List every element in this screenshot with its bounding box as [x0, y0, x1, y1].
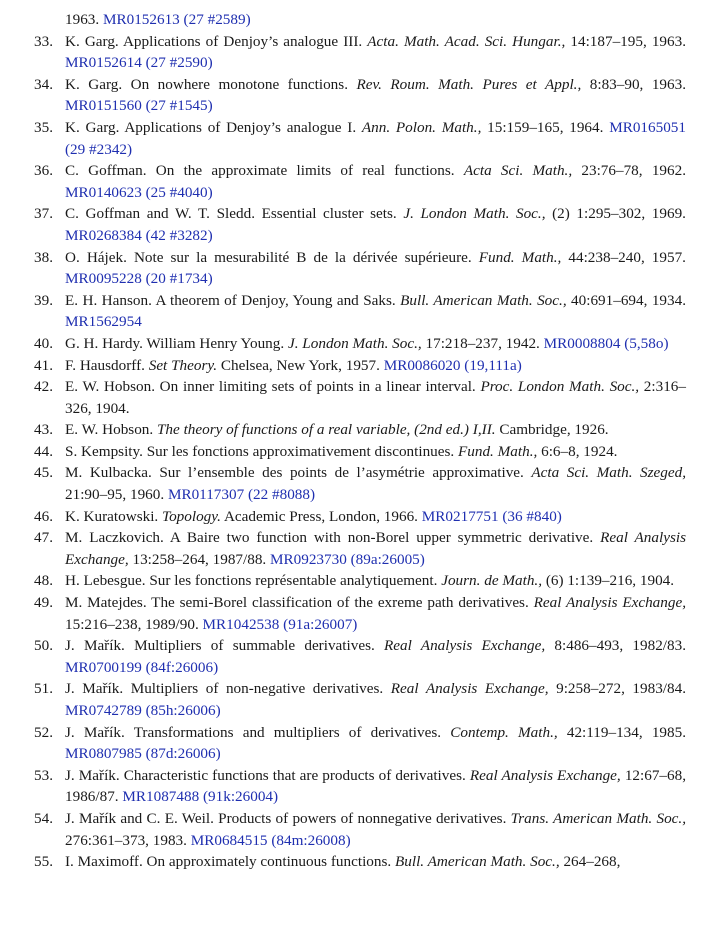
- reference-text: J. Mařík. Multipliers of summable derivatives.: [65, 637, 385, 655]
- reference-number: 35.: [34, 118, 53, 136]
- reference-number: 46.: [34, 507, 53, 525]
- mr-review-link[interactable]: MR0151560 (27 #1545): [65, 97, 213, 115]
- reference-text: C. Goffman. On the approximate limits of real functions.: [65, 162, 464, 180]
- reference-text: 2:316–326, 1904.: [65, 378, 686, 417]
- reference-item: [34, 527, 686, 570]
- journal-title: Real Analysis Exchange,: [533, 594, 686, 612]
- reference-text: J. Mařík. Characteristic functions that are products of derivatives.: [65, 766, 470, 784]
- journal-title: Acta Sci. Math.,: [463, 162, 573, 180]
- mr-review-link[interactable]: MR1087488 (91k:26004): [122, 788, 279, 806]
- reference-item: [34, 160, 686, 203]
- reference-text: H. Lebesgue. Sur les fonctions représentable analytiquement.: [65, 572, 442, 590]
- journal-title: Topology.: [162, 507, 221, 525]
- reference-text: J. Mařík and C. E. Weil. Products of powers of nonnegative derivatives.: [65, 809, 511, 827]
- journal-title: Real Analysis Exchange,: [469, 766, 621, 784]
- reference-number: 55.: [34, 853, 53, 871]
- reference-text: M. Matejdes. The semi-Borel classification of the exreme path derivatives.: [65, 594, 534, 612]
- mr-review-link[interactable]: MR0268384 (42 #3282): [65, 226, 213, 244]
- journal-title: J. London Math. Soc.,: [287, 334, 422, 352]
- reference-item: [34, 851, 686, 873]
- reference-text: 6:6–8, 1924.: [537, 442, 618, 460]
- reference-text: 15:159–165, 1964.: [481, 118, 610, 136]
- reference-item: [34, 117, 686, 160]
- reference-list: [34, 9, 686, 873]
- reference-text: 17:218–237, 1942.: [421, 334, 544, 352]
- reference-text: 8:486–493, 1982/83.: [545, 637, 686, 655]
- journal-title: J. London Math. Soc.,: [403, 205, 546, 223]
- mr-review-link[interactable]: MR0095228 (20 #1734): [65, 270, 213, 288]
- reference-number: 42.: [34, 378, 53, 396]
- reference-text: 42:119–134, 1985.: [557, 723, 686, 741]
- mr-review-link[interactable]: MR0217751 (36 #840): [421, 507, 562, 525]
- mr-review-link[interactable]: MR0152614 (27 #2590): [65, 54, 213, 72]
- reference-text: E. W. Hobson.: [65, 421, 157, 439]
- reference-text: 9:258–272, 1983/84.: [548, 680, 686, 698]
- reference-text: 21:90–95, 1960.: [65, 486, 168, 504]
- reference-text: M. Laczkovich. A Baire two function with non-Borel upper symmetric derivative.: [65, 529, 601, 547]
- journal-title: Fund. Math.,: [478, 248, 562, 266]
- reference-text: E. H. Hanson. A theorem of Denjoy, Young and Saks.: [65, 291, 401, 309]
- reference-item: [34, 592, 686, 635]
- reference-number: 50.: [34, 637, 53, 655]
- reference-text: M. Kulbacka. Sur l’ensemble des points de l’asymétrie approximative.: [65, 464, 532, 482]
- reference-item: [34, 247, 686, 290]
- journal-title: Proc. London Math. Soc.,: [480, 378, 640, 396]
- mr-review-link[interactable]: MR0008804 (5,58o): [543, 334, 669, 352]
- reference-number: 45.: [34, 464, 53, 482]
- reference-item: [34, 722, 686, 765]
- journal-title: Real Analysis Exchange,: [384, 637, 546, 655]
- reference-text: 8:83–90, 1963.: [581, 75, 686, 93]
- mr-review-link[interactable]: MR0117307 (22 #8088): [167, 486, 316, 504]
- mr-review-link[interactable]: MR0742789 (85h:26006): [65, 702, 221, 719]
- reference-item: [34, 290, 686, 333]
- reference-text: J. Mařík. Multipliers of non-negative derivatives.: [65, 680, 391, 698]
- journal-title: Real Analysis Exchange,: [390, 680, 549, 698]
- reference-number: 49.: [34, 594, 53, 612]
- mr-review-link[interactable]: MR1042538 (91a:26007): [202, 615, 358, 633]
- reference-text: O. Hájek. Note sur la mesurabilité B de la dérivée supérieure.: [65, 248, 479, 266]
- reference-item: [34, 765, 686, 808]
- reference-text: J. Mařík. Transformations and multipliers of derivatives.: [65, 723, 451, 741]
- reference-item: [34, 635, 686, 678]
- reference-item: [34, 203, 686, 246]
- reference-item: [34, 570, 686, 592]
- reference-item: [34, 808, 686, 851]
- journal-title: Acta Sci. Math. Szeged,: [531, 464, 687, 482]
- reference-number: 39.: [34, 291, 53, 309]
- reference-number: 44.: [34, 442, 53, 460]
- reference-item: [34, 678, 686, 721]
- reference-item: [34, 419, 686, 441]
- reference-text: 15:216–238, 1989/90.: [65, 615, 203, 633]
- reference-item: [34, 31, 686, 74]
- reference-item: [34, 355, 686, 377]
- journal-title: Rev. Roum. Math. Pures et Appl.,: [356, 75, 582, 93]
- journal-title: The theory of functions of a real variable, (2nd ed.) I,II.: [156, 421, 496, 439]
- reference-text: Academic Press, London, 1966.: [220, 507, 422, 525]
- mr-review-link[interactable]: MR0684515 (84m:26008): [190, 831, 351, 849]
- reference-number: 34.: [34, 75, 53, 93]
- reference-text: 23:76–78, 1962.: [572, 162, 686, 180]
- reference-number: 54.: [34, 809, 53, 827]
- journal-title: Bull. American Math. Soc.,: [400, 291, 567, 309]
- reference-item: [34, 9, 686, 31]
- reference-number: 52.: [34, 723, 53, 741]
- journal-title: Set Theory.: [148, 356, 218, 374]
- reference-text: 44:238–240, 1957.: [561, 248, 686, 266]
- reference-item: [34, 376, 686, 419]
- reference-text: K. Garg. Applications of Denjoy’s analogue III.: [65, 32, 368, 50]
- reference-number: 40.: [34, 334, 53, 352]
- reference-text: I. Maximoff. On approximately continuous functions.: [65, 853, 395, 871]
- reference-item: [34, 462, 686, 505]
- mr-review-link[interactable]: MR0165051 (29 #2342): [65, 118, 686, 158]
- reference-item: [34, 333, 686, 355]
- reference-text: 276:361–373, 1983.: [65, 831, 191, 849]
- reference-text: (2) 1:295–302, 1969.: [545, 205, 686, 223]
- reference-number: 33.: [34, 32, 53, 50]
- reference-text: K. Garg. Applications of Denjoy’s analogue I.: [65, 118, 362, 136]
- reference-number: 48.: [34, 572, 53, 590]
- reference-item: [34, 74, 686, 117]
- reference-text: 264–268,: [559, 853, 621, 871]
- reference-number: 36.: [34, 162, 53, 180]
- journal-title: Trans. American Math. Soc.,: [510, 809, 686, 827]
- reference-number: 37.: [34, 205, 53, 223]
- reference-text: (6) 1:139–216, 1904.: [542, 572, 675, 590]
- journal-title: Bull. American Math. Soc.,: [395, 853, 560, 871]
- reference-text: F. Hausdorff.: [65, 356, 149, 374]
- reference-item: [34, 441, 686, 463]
- reference-number: 41.: [34, 356, 53, 374]
- reference-number: 51.: [34, 680, 53, 698]
- reference-text: 40:691–694, 1934.: [566, 291, 686, 309]
- reference-text: Chelsea, New York, 1957.: [217, 356, 384, 374]
- mr-review-link[interactable]: MR0086020 (19,111a): [383, 356, 522, 374]
- reference-text: Cambridge, 1926.: [495, 421, 609, 439]
- reference-text: K. Kuratowski.: [65, 507, 163, 525]
- journal-title: Acta. Math. Acad. Sci. Hungar.,: [367, 32, 566, 50]
- reference-text: S. Kempsity. Sur les fonctions approximativement discontinues.: [65, 442, 458, 460]
- reference-text: K. Garg. On nowhere monotone functions.: [65, 75, 357, 93]
- journal-title: Real Analysis Exchange,: [65, 529, 686, 568]
- mr-review-link[interactable]: MR0700199 (84f:26006): [65, 658, 219, 676]
- mr-review-link[interactable]: MR0807985 (87d:26006): [65, 745, 221, 763]
- reference-number: 47.: [34, 529, 53, 547]
- mr-review-link[interactable]: MR0152613 (27 #2589): [102, 11, 251, 28]
- journal-title: Fund. Math.,: [458, 442, 538, 460]
- mr-review-link[interactable]: MR0923730 (89a:26005): [270, 550, 425, 568]
- reference-text: 12:67–68, 1986/87.: [65, 766, 686, 806]
- mr-review-link[interactable]: MR0140623 (25 #4040): [65, 183, 213, 201]
- reference-number: 53.: [34, 766, 53, 784]
- reference-text: 1963.: [65, 11, 103, 28]
- reference-number: 38.: [34, 248, 53, 266]
- reference-text: 13:258–264, 1987/88.: [128, 550, 271, 568]
- reference-text: E. W. Hobson. On inner limiting sets of points in a linear interval.: [65, 378, 481, 396]
- reference-text: C. Goffman and W. T. Sledd. Essential cluster sets.: [65, 205, 404, 223]
- journal-title: Contemp. Math.,: [450, 723, 558, 741]
- reference-text: G. H. Hardy. William Henry Young.: [65, 334, 288, 352]
- reference-number: 43.: [34, 421, 53, 439]
- journal-title: Ann. Polon. Math.,: [361, 118, 482, 136]
- reference-item: [34, 506, 686, 528]
- journal-title: Journ. de Math.,: [441, 572, 543, 590]
- mr-review-link[interactable]: MR1562954: [65, 313, 142, 331]
- reference-text: 14:187–195, 1963.: [565, 32, 686, 50]
